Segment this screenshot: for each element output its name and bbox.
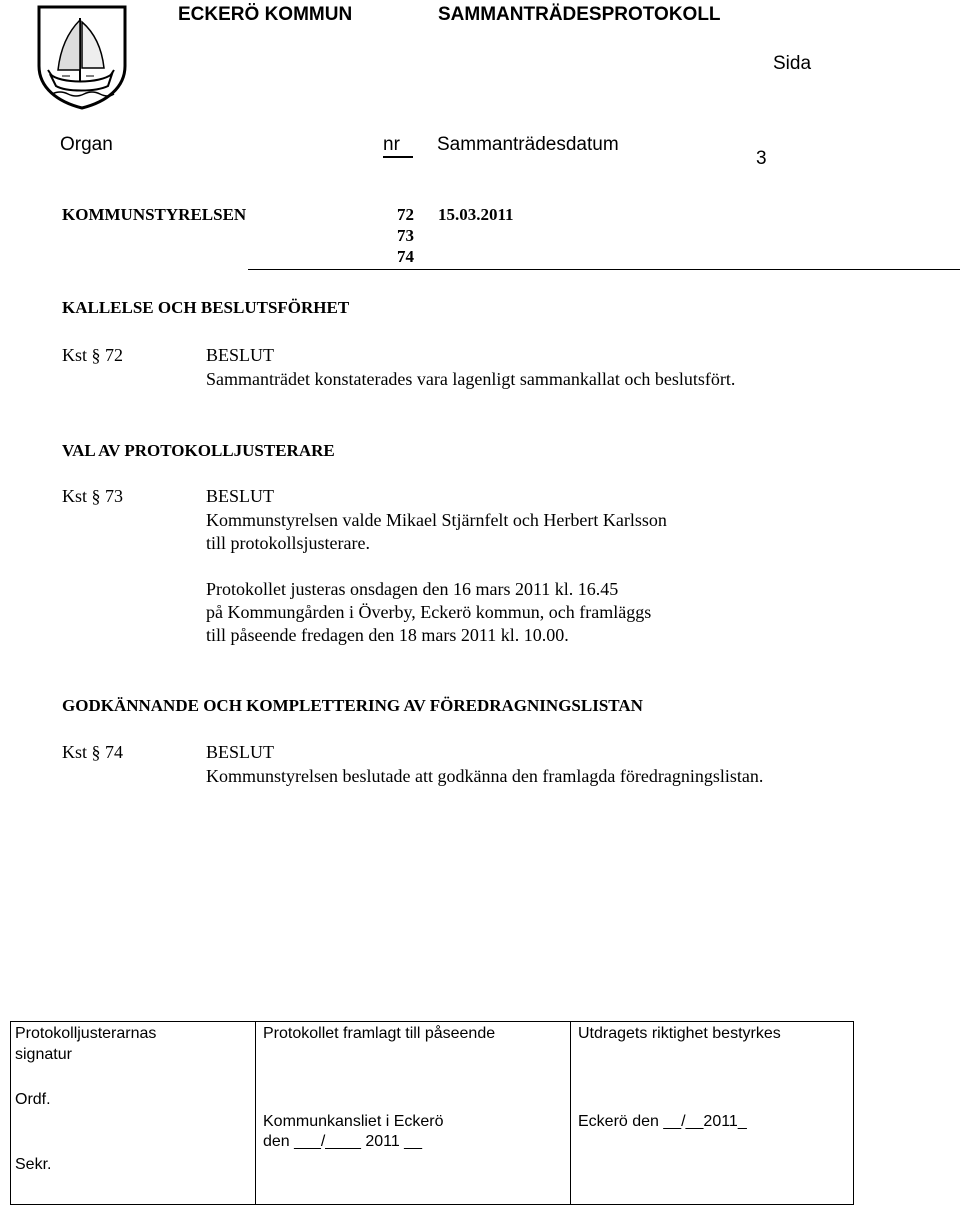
signature-header-line2: signatur [15,1046,72,1063]
nr-value-73: 73 [397,226,414,245]
page-number: 3 [756,148,767,169]
signature-column [11,1022,256,1204]
decision-text: Sammanträdet konstaterades vara lagenligt sammankallat och beslutsfört. [206,369,736,389]
organ-label: Organ [60,134,113,155]
section-heading: KALLELSE OCH BESLUTSFÖRHET [62,298,350,317]
section-heading: VAL AV PROTOKOLLJUSTERARE [62,441,335,460]
signature-table [10,1021,854,1205]
organ-value: KOMMUNSTYRELSEN [62,205,247,224]
certification-column [571,1022,853,1204]
kst-ref: Kst § 72 [62,345,124,365]
nr-value-72: 72 [397,205,414,224]
beslut-label: BESLUT [206,345,275,365]
kst-ref: Kst § 73 [62,486,124,506]
decision-text: Kommunstyrelsen beslutade att godkänna den framlagda föredragningslistan. [206,766,764,786]
document-type: SAMMANTRÄDESPROTOKOLL [438,4,721,25]
decision-text: till påseende fredagen den 18 mars 2011 kl. 10.00. [206,625,569,645]
page-label: Sida [773,53,812,74]
beslut-label: BESLUT [206,486,275,506]
beslut-label: BESLUT [206,742,275,762]
secretary-label: Sekr. [15,1156,52,1173]
decision-text: Kommunstyrelsen valde Mikael Stjärnfelt och Herbert Karlsson [206,510,667,530]
decision-text: Protokollet justeras onsdagen den 16 mars 2011 kl. 16.45 [206,579,619,599]
decision-text: till protokollsjusterare. [206,533,370,553]
signature-header-line1: Protokolljusterarnas [15,1025,157,1042]
section-heading: GODKÄNNANDE OCH KOMPLETTERING AV FÖREDRAGNINGSLISTAN [62,696,643,715]
nr-label: nr [383,134,400,155]
certification-header: Utdragets riktighet bestyrkes [578,1025,781,1042]
certification-date: Eckerö den __/__2011_ [578,1113,747,1130]
nr-value-74: 74 [397,247,414,266]
posting-header: Protokollet framlagt till påseende [263,1025,496,1042]
decision-text: på Kommungården i Överby, Eckerö kommun, och framläggs [206,602,652,622]
ship-crest-icon [36,4,128,110]
posting-column [256,1022,571,1204]
chairman-label: Ordf. [15,1091,51,1108]
posting-office: Kommunkansliet i Eckerö [263,1113,444,1130]
nr-underline [383,156,413,158]
municipality-name: ECKERÖ KOMMUN [178,4,353,25]
date-label: Sammanträdesdatum [437,134,619,155]
header-divider [248,269,960,270]
kst-ref: Kst § 74 [62,742,124,762]
meeting-date: 15.03.2011 [438,205,514,224]
posting-date: den ___/____ 2011 __ [263,1133,422,1150]
